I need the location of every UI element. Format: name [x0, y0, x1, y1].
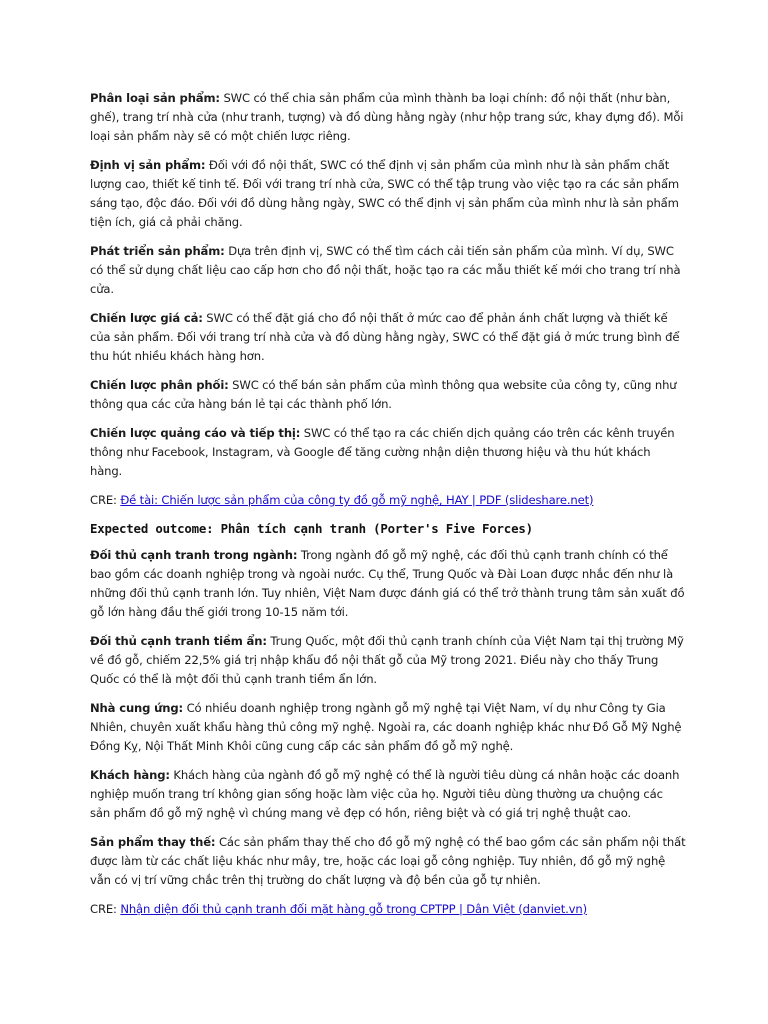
paragraph-body: SWC có thể chia sản phẩm của mình thành ba loại chính: đồ nội thất (như bàn, ghế), trang trí nhà cửa (như tranh, tượng) và đồ dùng hằng ngày (như hộp trang sức, khay đựng đồ). Mỗi loại sản phẩm này sẽ có một chiến lược riêng. — [90, 91, 684, 143]
paragraph-title: Đối thủ cạnh tranh trong ngành: — [90, 548, 298, 562]
paragraph-marketing-strategy — [90, 424, 686, 481]
source-link[interactable]: Nhận diện đối thủ cạnh tranh đối mặt hàng gỗ trong CPTPP | Dân Việt (danviet.vn) — [120, 902, 587, 916]
paragraph-title: Chiến lược phân phối: — [90, 378, 229, 392]
paragraph-title: Định vị sản phẩm: — [90, 158, 206, 172]
paragraph-body: Dựa trên định vị, SWC có thể tìm cách cải tiến sản phẩm của mình. Ví dụ, SWC có thể sử dụng chất liệu cao cấp hơn cho đồ nội thất, hoặc tạo ra các mẫu thiết kế mới cho trang trí nhà cửa. — [90, 244, 681, 296]
paragraph-title: Khách hàng: — [90, 768, 170, 782]
paragraph-customers — [90, 766, 686, 823]
paragraph-substitutes — [90, 833, 686, 890]
source-reference — [90, 900, 686, 919]
paragraph-title: Chiến lược giá cả: — [90, 311, 203, 325]
paragraph-body: SWC có thể bán sản phẩm của mình thông qua website của công ty, cũng như thông qua các cửa hàng bán lẻ tại các thành phố lớn. — [90, 378, 677, 411]
paragraph-title: Nhà cung ứng: — [90, 701, 184, 715]
source-reference — [90, 491, 686, 510]
paragraph-potential-competitors — [90, 632, 686, 689]
source-prefix: CRE: — [90, 493, 121, 507]
paragraph-title: Sản phẩm thay thế: — [90, 835, 216, 849]
paragraph-suppliers — [90, 699, 686, 756]
paragraph-body: Trung Quốc, một đối thủ cạnh tranh chính của Việt Nam tại thị trường Mỹ về đồ gỗ, chiếm 22,5% giá trị nhập khẩu đồ nội thất gỗ của Mỹ trong 2021. Điều này cho thấy Trung Quốc có thể là một đối thủ cạnh tranh tiềm ẩn lớn. — [90, 634, 684, 686]
paragraph-body: SWC có thể đặt giá cho đồ nội thất ở mức cao để phản ánh chất lượng và thiết kế của sản phẩm. Đối với trang trí nhà cửa và đồ dùng hằng ngày, SWC có thể đặt giá ở mức trung bình để thu hút nhiều khách hàng hơn. — [90, 311, 680, 363]
paragraph-industry-competitors — [90, 546, 686, 622]
paragraph-body: Có nhiều doanh nghiệp trong ngành gỗ mỹ nghệ tại Việt Nam, ví dụ như Công ty Gia Nhiên, chuyên xuất khẩu hàng thủ công mỹ nghệ. Ngoài ra, các doanh nghiệp khác như Đồ Gỗ Mỹ Nghệ Đồng Kỵ, Nội Thất Minh Khôi cũng cung cấp các sản phẩm đồ gỗ mỹ nghệ. — [90, 701, 682, 753]
source-prefix: CRE: — [90, 902, 121, 916]
paragraph-pricing-strategy — [90, 309, 686, 366]
paragraph-distribution-strategy — [90, 376, 686, 414]
paragraph-product-positioning — [90, 156, 686, 232]
paragraph-product-classification — [90, 89, 686, 146]
paragraph-body: SWC có thể tạo ra các chiến dịch quảng cáo trên các kênh truyền thông như Facebook, Instagram, và Google để tăng cường nhận diện thương hiệu và thu hút khách hàng. — [90, 426, 675, 478]
paragraph-body: Khách hàng của ngành đồ gỗ mỹ nghệ có thể là người tiêu dùng cá nhân hoặc các doanh nghiệp muốn trang trí không gian sống hoặc làm việc của họ. Người tiêu dùng thường ưa chuộng các sản phẩm đồ gỗ mỹ nghệ vì chúng mang vẻ đẹp có hồn, riêng biệt và có giá trị nghệ thuật cao. — [90, 768, 680, 820]
paragraph-body: Trong ngành đồ gỗ mỹ nghệ, các đối thủ cạnh tranh chính có thể bao gồm các doanh nghiệp trong và ngoài nước. Cụ thể, Trung Quốc và Đài Loan được nhắc đến như là những đối thủ cạnh tranh lớn. Tuy nhiên, Việt Nam được đánh giá có thể trở thành trung tâm sản xuất đồ gỗ lớn hàng đầu thế giới trong 10-15 năm tới. — [90, 548, 685, 619]
paragraph-title: Phân loại sản phẩm: — [90, 91, 220, 105]
paragraph-body: Đối với đồ nội thất, SWC có thể định vị sản phẩm của mình như là sản phẩm chất lượng cao, thiết kế tinh tế. Đối với trang trí nhà cửa, SWC có thể tập trung vào việc tạo ra các sản phẩm sáng tạo, độc đáo. Đối với đồ dùng hằng ngày, SWC có thể định vị sản phẩm của mình như là sản phẩm tiện ích, giá cả phải chăng. — [90, 158, 680, 229]
product-strategy-section — [90, 89, 686, 481]
source-link[interactable]: Đề tài: Chiến lược sản phẩm của công ty đồ gỗ mỹ nghệ, HAY | PDF (slideshare.net) — [120, 493, 594, 507]
section-heading: Expected outcome: Phân tích cạnh tranh (Porter's Five Forces) — [90, 521, 533, 536]
document-page — [90, 89, 686, 928]
competition-analysis-section — [90, 546, 686, 890]
paragraph-title: Chiến lược quảng cáo và tiếp thị: — [90, 426, 301, 440]
paragraph-title: Phát triển sản phẩm: — [90, 244, 225, 258]
paragraph-product-development — [90, 242, 686, 299]
paragraph-body: Các sản phẩm thay thế cho đồ gỗ mỹ nghệ có thể bao gồm các sản phẩm nội thất được làm từ các chất liệu khác như mây, tre, hoặc các loại gỗ công nghiệp. Tuy nhiên, đồ gỗ mỹ nghệ vẫn có vị trí vững chắc trên thị trường do chất lượng và độ bền của gỗ tự nhiên. — [90, 835, 686, 887]
paragraph-title: Đối thủ cạnh tranh tiềm ẩn: — [90, 634, 267, 648]
